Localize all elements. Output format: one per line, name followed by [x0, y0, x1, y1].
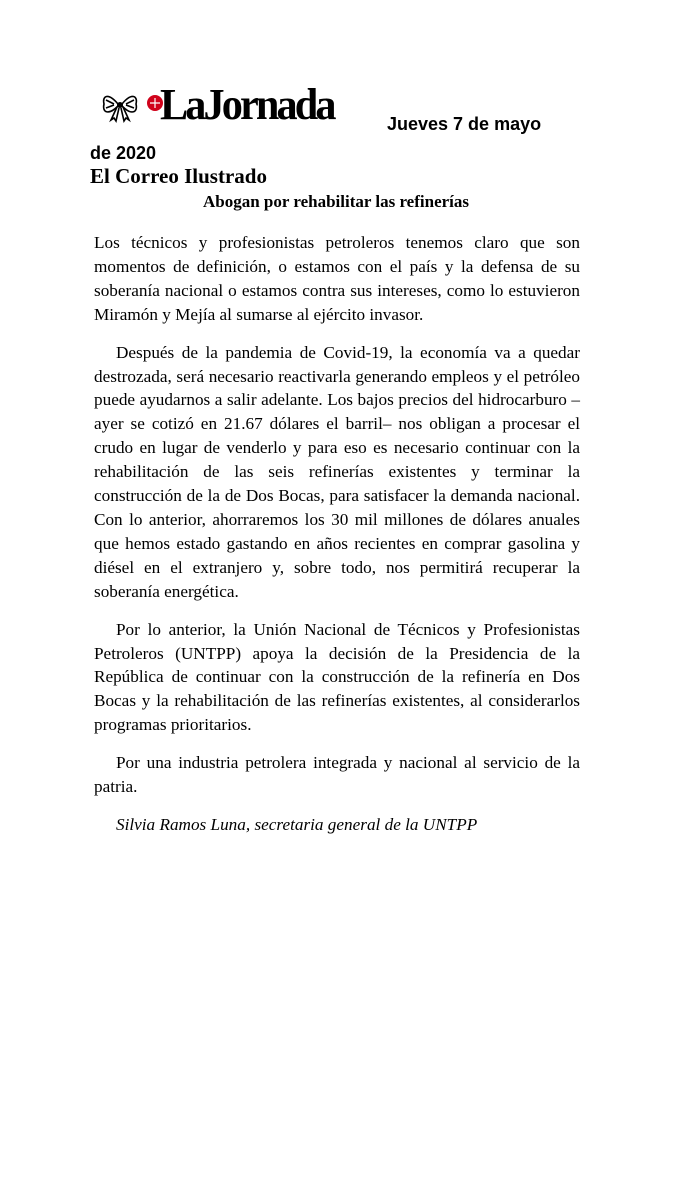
- headline: Abogan por rehabilitar las refinerías: [202, 192, 470, 211]
- letter-body: [94, 231, 580, 851]
- signature: Silvia Ramos Luna, secretaria general de la UNTPP: [116, 814, 478, 834]
- paragraph-2: Después de la pandemia de Covid-19, la economía va a quedar destrozada, será necesario reactivarla generando empleos y el petróleo puede ayudarnos a salir adelante. Los bajos precios del hidrocarburo –ayer se cotizó en 21.67 dólares el barril– nos obligan a procesar el crudo en lugar de venderlo y para eso es necesario continuar con la rehabilitación de las seis refinerías existentes y terminar la construcción de la de Dos Bocas, para satisfacer la demanda nacional. Con lo anterior, ahorraremos los 30 mil millones de dólares anuales que hemos estado gastando en años recientes en comprar gasolina y diésel en el extranjero y, sobre todo, nos permitirá recuperar la soberanía energética.: [94, 342, 580, 601]
- masthead: [100, 80, 400, 130]
- paragraph-1: Los técnicos y profesionistas petroleros tenemos claro que son momentos de definición, o estamos con el país y la defensa de su soberanía nacional o estamos contra sus intereses, como lo estuvieron Miramón y Mejía al sumarse al ejército invasor.: [94, 233, 580, 324]
- paragraph-3: Por lo anterior, la Unión Nacional de Técnicos y Profesionistas Petroleros (UNTPP) apoya la decisión de la Presidencia de la República de continuar con la construcción de la refinería en Dos Bocas y la rehabilitación de las refinerías existentes, al considerarlos programas prioritarios.: [94, 619, 580, 735]
- publication-name: LaJornada: [160, 80, 334, 129]
- dateline-line1: Jueves 7 de mayo: [387, 114, 542, 134]
- dateline-line2: de 2020: [90, 143, 157, 163]
- section-title: El Correo Ilustrado: [90, 164, 267, 188]
- paragraph-4: Por una industria petrolera integrada y nacional al servicio de la patria.: [94, 753, 580, 797]
